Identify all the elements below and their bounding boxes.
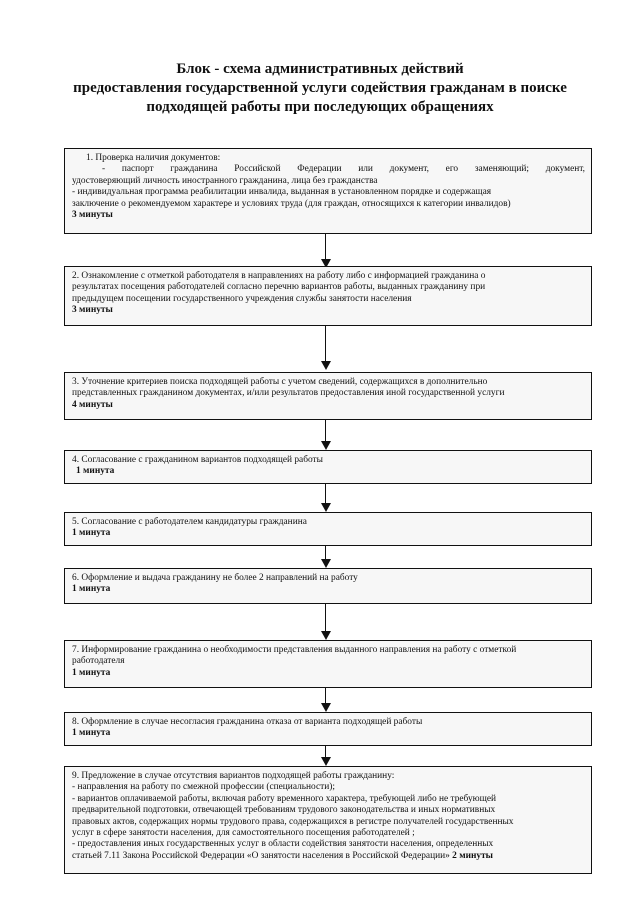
step-text-line: - направления на работу по смежной профессии (специальности); <box>72 782 335 793</box>
step-text-line: 5. Согласование с работодателем кандидатуры гражданина <box>72 517 307 527</box>
step-duration: 1 минута <box>76 466 115 477</box>
step-duration: 1 минута <box>72 584 111 595</box>
step-duration: 3 минуты <box>72 210 113 221</box>
step-text-line: результатах посещения работодателей согласно перечню вариантов работы, выданных гражданину при <box>72 282 486 293</box>
step-text-line: 3. Уточнение критериев поиска подходящей работы с учетом сведений, содержащихся в дополнительно <box>72 377 488 387</box>
step-text-line: 1. Проверка наличия документов: <box>86 153 221 163</box>
step-8-box <box>64 712 592 746</box>
step-duration: 3 минуты <box>72 305 113 316</box>
step-text-line: предварительной подготовки, отвечающей требованиям трудового законодательства и иных нормативных <box>72 805 496 816</box>
step-duration: 4 минуты <box>72 399 113 410</box>
step-text: статьей 7.11 Закона Российской Федерации «О занятости населения в Российской Федерации» <box>72 850 450 861</box>
title-line: подходящей работы при последующих обращениях <box>146 99 494 115</box>
step-7-box <box>64 640 592 688</box>
step-1-box <box>64 148 592 234</box>
step-text-line: 4. Согласование с гражданином вариантов подходящей работы <box>72 455 323 465</box>
step-text-line: услуг в сфере занятости населения, для самостоятельного посещения работодателей ; <box>72 828 415 839</box>
step-5-box <box>64 512 592 546</box>
step-2-box <box>64 266 592 326</box>
step-text-line: - вариантов оплачиваемой работы, включая работу временного характера, требующей либо не требующей <box>72 793 497 804</box>
step-text-line: правовых актов, содержащих нормы трудового права, содержащихся в регистре получателей государственных <box>72 816 514 827</box>
step-text-line: - паспорт гражданина Российской Федерации или документ, его заменяющий; документ, <box>102 164 585 175</box>
step-4-box <box>64 450 592 484</box>
step-6-box <box>64 568 592 604</box>
step-text-line: удостоверяющий личность иностранного гражданина, лица без гражданства <box>72 175 378 186</box>
step-duration: 1 минута <box>72 728 111 739</box>
title-line: предоставления государственной услуги содействия гражданам в поиске <box>73 80 567 96</box>
step-duration: 2 минуты <box>452 850 494 861</box>
step-text-line: - предоставления иных государственных услуг в области содействия занятости населения, определенных <box>72 839 494 850</box>
step-text-line: 6. Оформление и выдача гражданину не более 2 направлений на работу <box>72 573 358 583</box>
step-duration: 1 минута <box>72 528 111 539</box>
step-3-box <box>64 372 592 420</box>
step-text-line: 9. Предложение в случае отсутствия вариантов подходящей работы гражданину: <box>72 771 395 781</box>
step-text-line: заключение о рекомендуемом характере и условиях труда (для граждан, относящихся к категории инвалидов) <box>72 198 511 209</box>
diagram-title <box>40 60 600 117</box>
step-text-line: 2. Ознакомление с отметкой работодателя в направлениях на работу либо с информацией гражданина о <box>72 271 486 281</box>
step-text-line: 7. Информирование гражданина о необходимости представления выданного направления на работу с отметкой <box>72 645 517 655</box>
step-text-line: представленных гражданином документах, и/или результатов предоставления иной государственной услуги <box>72 388 505 399</box>
step-text-line: 8. Оформление в случае несогласия гражданина отказа от варианта подходящей работы <box>72 717 423 727</box>
step-text-line: предыдущем посещении государственного учреждения службы занятости населения <box>72 293 412 304</box>
step-9-box <box>64 766 592 874</box>
step-duration: 1 минута <box>72 667 111 678</box>
step-text-line: - индивидуальная программа реабилитации инвалида, выданная в установленном порядке и содержащая <box>72 187 492 198</box>
step-text-line: работодателя <box>72 656 125 667</box>
title-line: Блок - схема административных действий <box>176 61 464 77</box>
step-text-line <box>72 851 585 862</box>
